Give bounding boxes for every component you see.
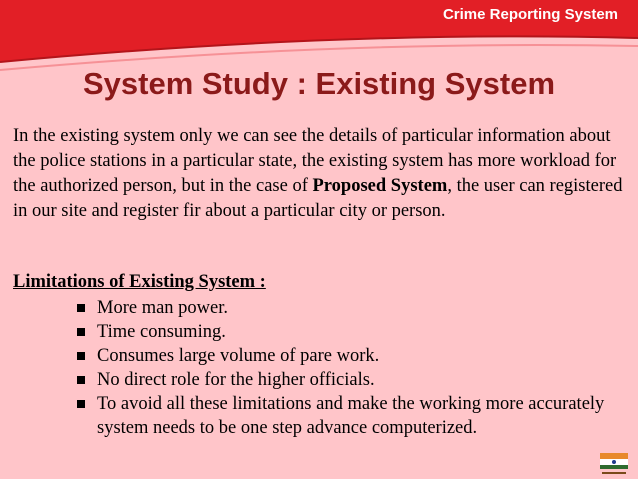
body-paragraph xyxy=(13,124,628,224)
paragraph-bold-text: Proposed System xyxy=(312,176,448,196)
list-item: Consumes large volume of pare work. xyxy=(75,344,620,368)
slide-title: System Study : Existing System xyxy=(82,66,556,101)
emblem-icon xyxy=(596,447,632,475)
banner-title: Crime Reporting System xyxy=(442,6,618,23)
list-item: To avoid all these limitations and make the working more accurately system needs to be one step advance computerized. xyxy=(75,392,620,440)
list-item: No direct role for the higher officials. xyxy=(75,368,620,392)
limitations-heading: Limitations of Existing System : xyxy=(13,272,266,292)
paragraph-text-end: , the user can registered in our site and register fir about a particular city or person. xyxy=(13,176,623,221)
list-item: Time consuming. xyxy=(75,320,620,344)
list-item: More man power. xyxy=(75,296,620,320)
limitations-list xyxy=(75,296,620,440)
paragraph-text-start: In the existing system only we can see the details of particular information about the police stations in a particular state, the existing system has more workload for the authorized person, but in the case of xyxy=(13,126,617,196)
